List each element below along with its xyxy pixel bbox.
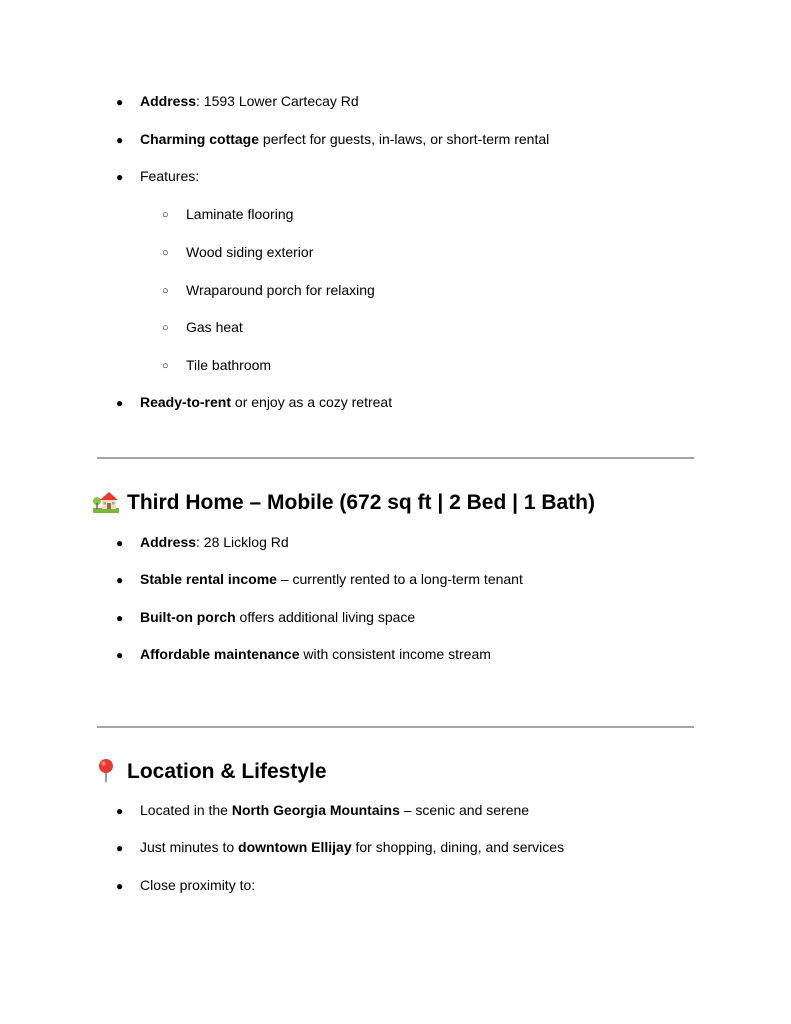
bullet-dot: ● <box>116 611 124 625</box>
list-item-stable-income: Stable rental income – currently rented to a long-term tenant <box>140 571 523 587</box>
list-item-porch: Built-on porch offers additional living space <box>140 609 416 625</box>
list-item-maintenance: Affordable maintenance with consistent income stream <box>140 646 491 662</box>
feature-item: Wraparound porch for relaxing <box>186 282 375 298</box>
bullet-dot: ● <box>116 573 124 587</box>
bullet-dot: ● <box>116 396 124 410</box>
feature-item: Wood siding exterior <box>186 244 314 260</box>
bullet-circle: ○ <box>162 209 169 221</box>
feature-item: Tile bathroom <box>186 357 272 373</box>
list-item-charming-cottage: Charming cottage perfect for guests, in-laws, or short-term rental <box>140 131 550 147</box>
feature-item: Gas heat <box>186 319 243 335</box>
list-item-downtown: Just minutes to downtown Ellijay for shopping, dining, and services <box>140 839 565 855</box>
bullet-dot: ● <box>116 95 124 109</box>
bullet-circle: ○ <box>162 247 169 259</box>
location-heading: Location & Lifestyle <box>93 758 327 785</box>
bullet-circle: ○ <box>162 285 169 297</box>
bullet-circle: ○ <box>162 322 169 334</box>
house-with-garden-icon <box>93 489 119 513</box>
bullet-dot: ● <box>116 133 124 147</box>
bullet-dot: ● <box>116 170 124 184</box>
third-home-heading: Third Home – Mobile (672 sq ft | 2 Bed | 1 Bath) <box>93 489 595 516</box>
round-pushpin-icon <box>93 758 119 782</box>
list-item-features: Features: <box>140 168 200 184</box>
bullet-dot: ● <box>116 879 124 893</box>
bullet-dot: ● <box>116 841 124 855</box>
bullet-circle: ○ <box>162 360 169 372</box>
list-item-ready-to-rent: Ready-to-rent or enjoy as a cozy retreat <box>140 394 393 410</box>
bullet-dot: ● <box>116 648 124 662</box>
feature-item: Laminate flooring <box>186 206 294 222</box>
section-divider <box>97 457 694 459</box>
bullet-dot: ● <box>116 536 124 550</box>
section-divider <box>97 726 694 728</box>
bullet-dot: ● <box>116 804 124 818</box>
list-item-address: Address: 28 Licklog Rd <box>140 534 289 550</box>
list-item-address: Address: 1593 Lower Cartecay Rd <box>140 93 359 109</box>
list-item-mountains: Located in the North Georgia Mountains – scenic and serene <box>140 802 530 818</box>
list-item-proximity: Close proximity to: <box>140 877 256 893</box>
